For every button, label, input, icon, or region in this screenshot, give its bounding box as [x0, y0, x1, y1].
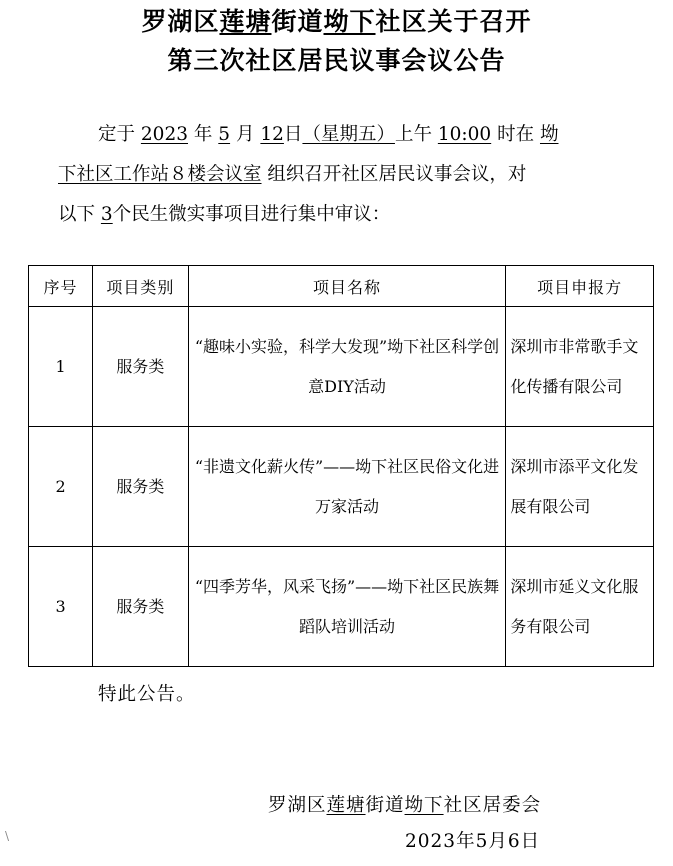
- row-applicant: 深圳市添平文化发展有限公司: [506, 427, 654, 547]
- row-applicant: 深圳市延义文化服务有限公司: [506, 547, 654, 667]
- issue-date: 2023年5月6日: [405, 831, 541, 852]
- row-number: 1: [29, 307, 93, 427]
- meeting-time: 10:00: [437, 124, 492, 145]
- intro-line-3: 以下 3个民生微实事项目进行集中审议：: [58, 204, 391, 225]
- meeting-month: 5: [218, 124, 231, 145]
- meeting-place: 下社区工作站８楼会议室: [58, 164, 262, 185]
- row-category: 服务类: [93, 427, 189, 547]
- table-row: [29, 547, 654, 667]
- table-header-row: [29, 266, 654, 307]
- corner-mark: \: [5, 829, 10, 843]
- table-row: [29, 427, 654, 547]
- meeting-weekday: （星期五）: [302, 124, 395, 145]
- project-table: [28, 265, 654, 667]
- row-number: 2: [29, 427, 93, 547]
- intro-line-1: 定于 2023 年 5 月 12日（星期五）上午 10:00 时在 坳: [98, 124, 559, 145]
- title-line-1: 罗湖区莲塘街道坳下社区关于召开: [141, 7, 532, 36]
- header-applicant: 项目申报方: [506, 266, 654, 307]
- header-category: 项目类别: [93, 266, 189, 307]
- title-subdistrict: 莲塘: [219, 7, 272, 36]
- row-category: 服务类: [93, 547, 189, 667]
- row-project-name: “四季芳华，风采飞扬”——坳下社区民族舞蹈队培训活动: [188, 547, 506, 667]
- closing-notice: 特此公告。: [98, 684, 196, 705]
- header-number: 序号: [29, 266, 93, 307]
- row-project-name: “非遗文化薪火传”——坳下社区民俗文化进万家活动: [188, 427, 506, 547]
- signature: 罗湖区莲塘街道坳下社区居委会: [268, 795, 542, 816]
- row-number: 3: [29, 547, 93, 667]
- meeting-day: 12: [260, 124, 284, 145]
- row-category: 服务类: [93, 307, 189, 427]
- table-row: [29, 307, 654, 427]
- signature-subdistrict: 莲塘: [326, 795, 366, 816]
- header-project-name: 项目名称: [188, 266, 506, 307]
- meeting-place-start: 坳: [539, 124, 559, 145]
- row-project-name: “趣味小实验，科学大发现”坳下社区科学创意DIY活动: [188, 307, 506, 427]
- title-line-2: 第三次社区居民议事会议公告: [167, 46, 506, 75]
- project-count: 3: [100, 204, 113, 225]
- row-applicant: 深圳市非常歌手文化传播有限公司: [506, 307, 654, 427]
- intro-line-2: 下社区工作站８楼会议室 组织召开社区居民议事会议，对: [58, 164, 527, 185]
- title-community: 坳下: [323, 7, 376, 36]
- meeting-year: 2023: [140, 124, 188, 145]
- signature-community: 坳下: [404, 795, 444, 816]
